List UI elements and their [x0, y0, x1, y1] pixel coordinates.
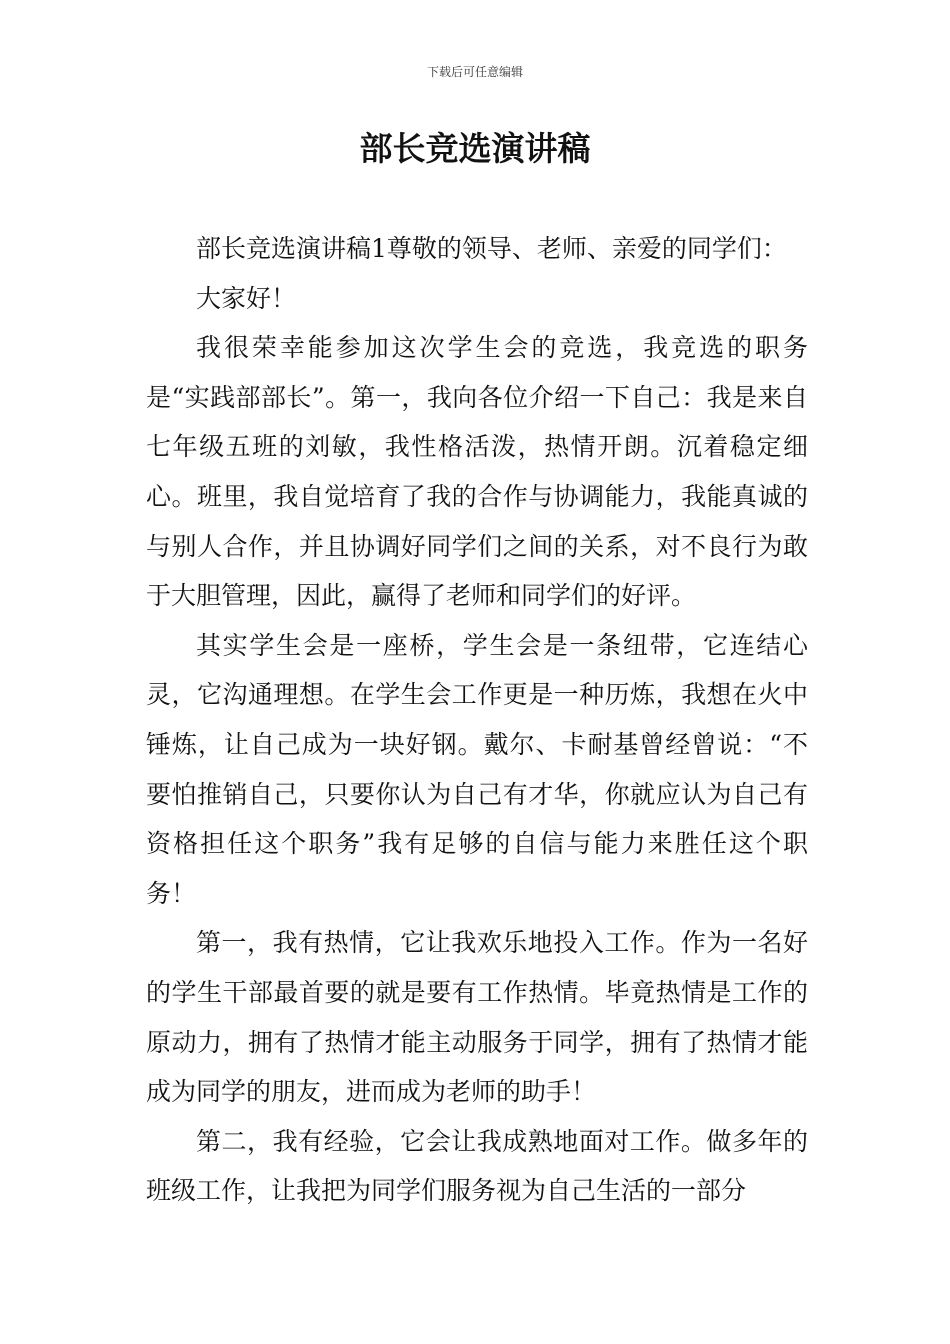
document-title: 部长竞选演讲稿	[359, 129, 591, 168]
document-body	[146, 224, 808, 1216]
paragraph-4: 其实学生会是一座桥，学生会是一条纽带，它连结心灵，它沟通理想。在学生会工作更是一种历炼，我想在火中锤炼，让自己成为一块好钢。戴尔、卡耐基曾经曾说：“不要怕推销自己，只要你认为自己有才华，你就应认为自己有资格担任这个职务”我有足够的自信与能力来胜任这个职务！	[146, 630, 808, 908]
paragraph-1: 部长竞选演讲稿1尊敬的领导、老师、亲爱的同学们：	[196, 234, 787, 263]
paragraph-2: 大家好！	[196, 283, 297, 313]
paragraph-6: 第二，我有经验，它会让我成熟地面对工作。做多年的班级工作，让我把为同学们服务视为自己生活的一部分	[146, 1126, 808, 1206]
page-header-note: 下载后可任意编辑	[426, 65, 523, 79]
paragraph-3: 我很荣幸能参加这次学生会的竞选，我竞选的职务是“实践部部长”。第一，我向各位介绍一下自己：我是来自七年级五班的刘敏，我性格活泼，热情开朗。沉着稳定细心。班里，我自觉培育了我的合作与协调能力，我能真诚的与别人合作，并且协调好同学们之间的关系，对不良行为敢于大胆管理，因此，赢得了老师和同学们的好评。	[146, 333, 808, 611]
paragraph-5: 第一，我有热情，它让我欢乐地投入工作。作为一名好的学生干部最首要的就是要有工作热情。毕竟热情是工作的原动力，拥有了热情才能主动服务于同学，拥有了热情才能成为同学的朋友，进而成为老师的助手！	[146, 928, 808, 1107]
